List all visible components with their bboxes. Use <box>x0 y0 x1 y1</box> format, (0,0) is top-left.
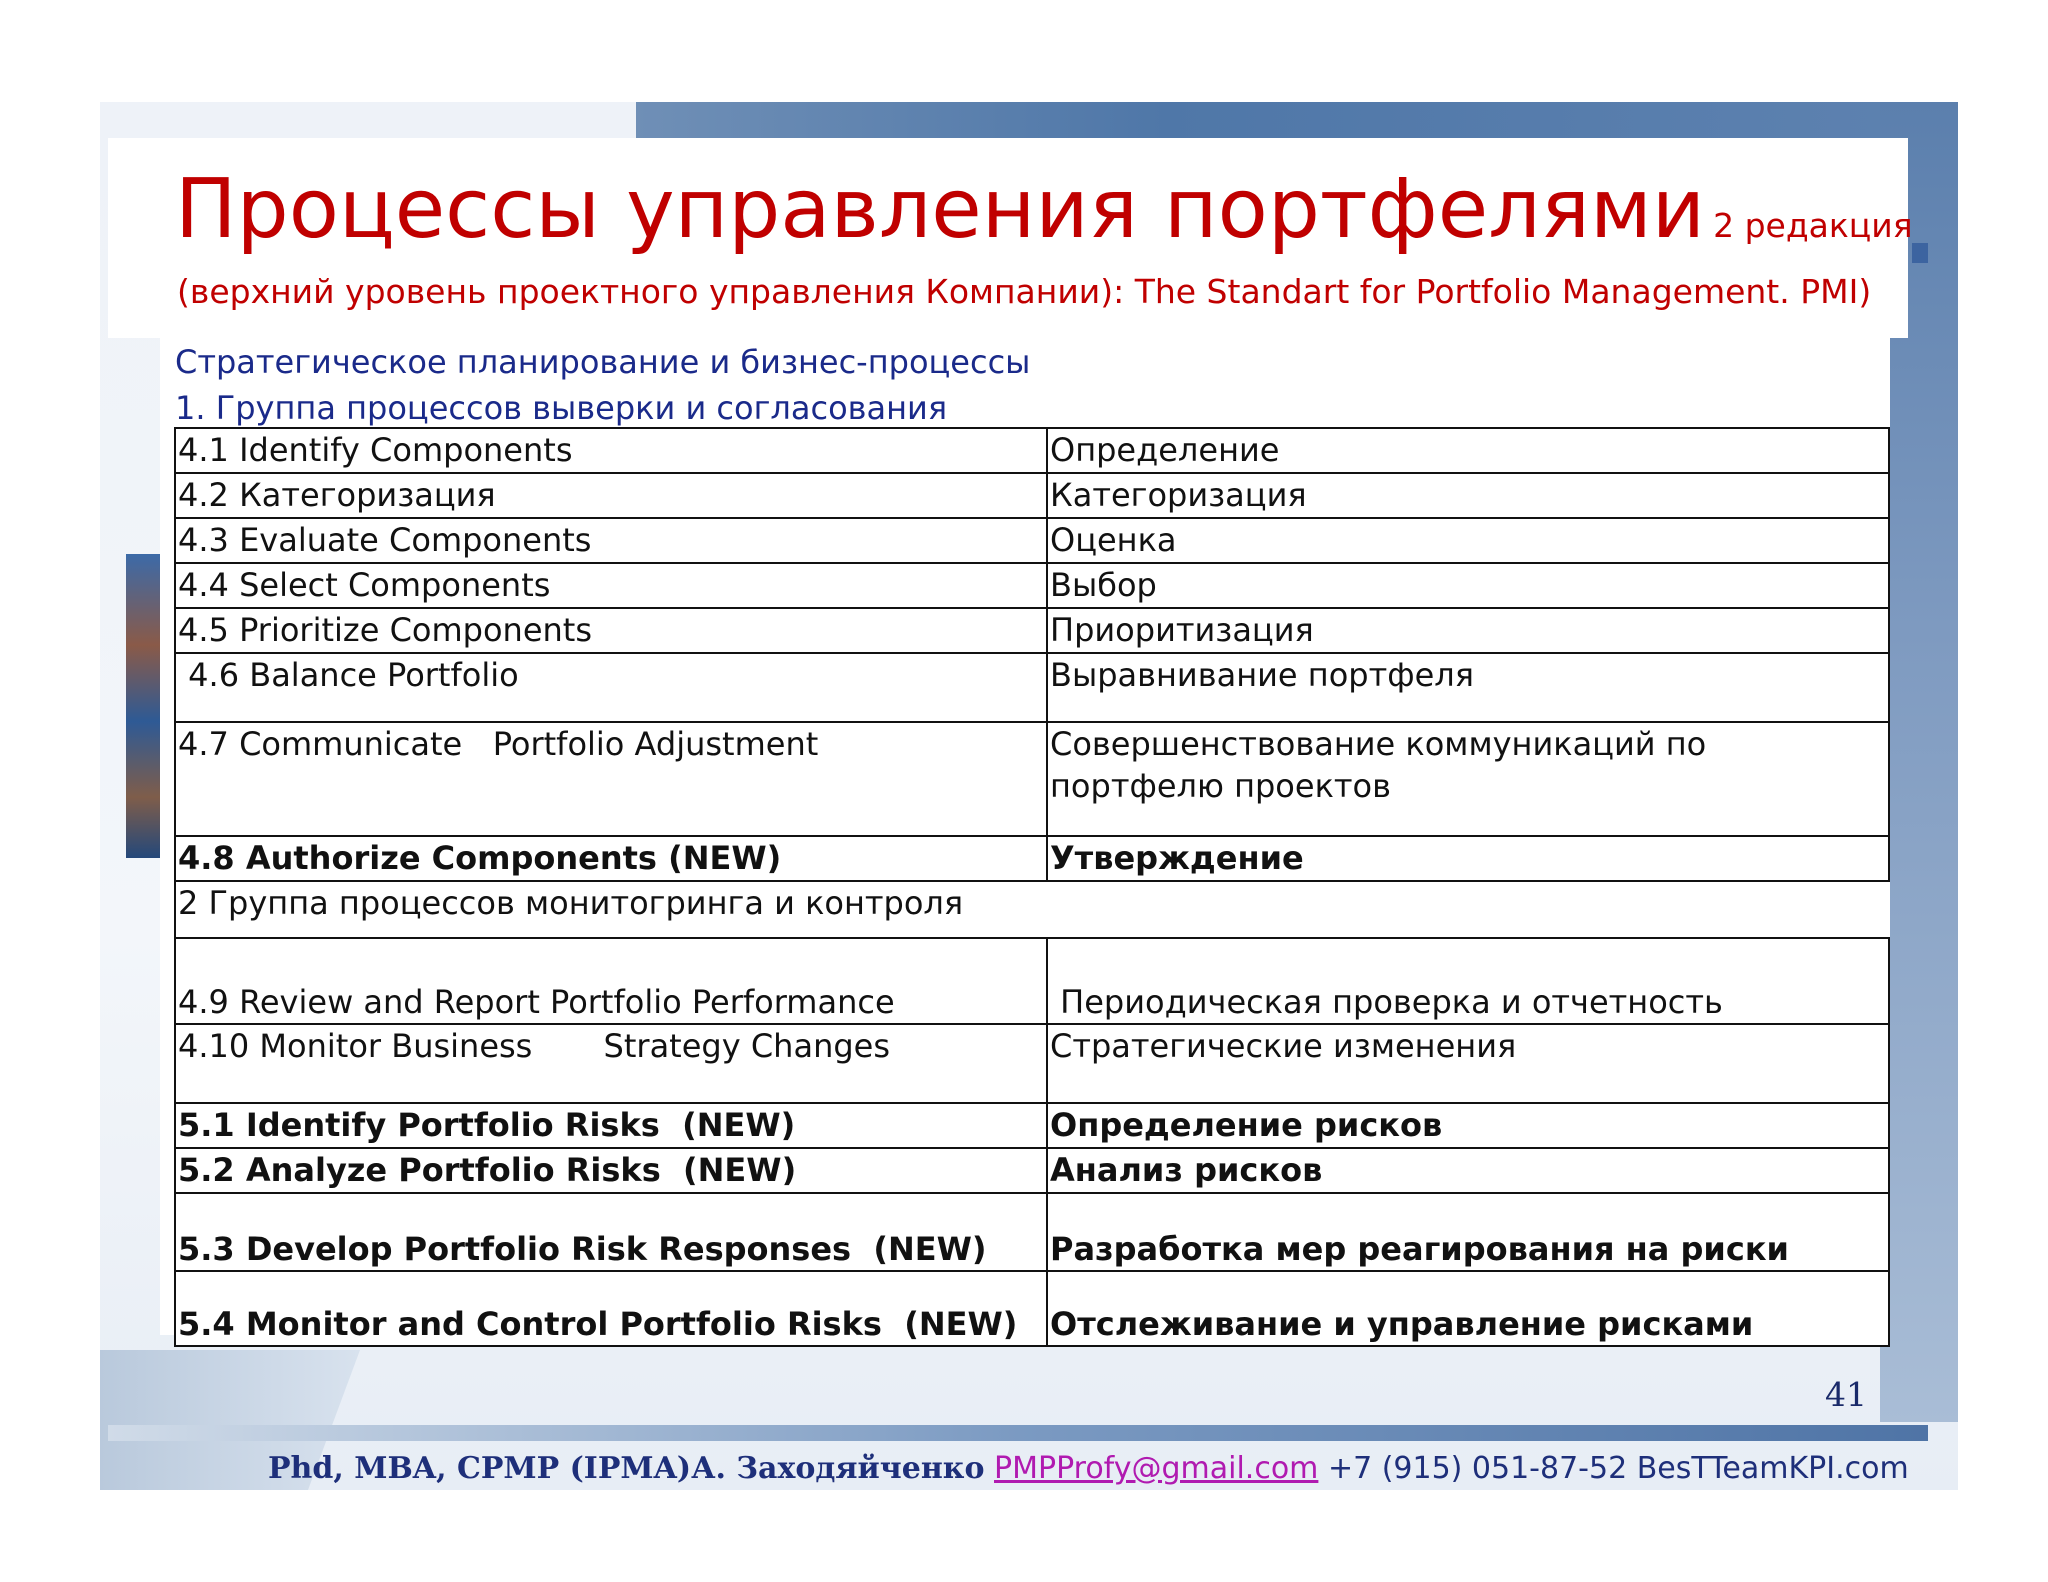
process-en: 4.9 Review and Report Portfolio Performance <box>175 938 1047 1024</box>
table-row <box>175 608 1889 653</box>
process-en: 4.1 Identify Components <box>175 428 1047 473</box>
process-en: 4.7 Communicate Portfolio Adjustment <box>175 722 1047 836</box>
process-en: 4.6 Balance Portfolio <box>175 653 1047 722</box>
process-ru: Анализ рисков <box>1047 1148 1889 1193</box>
process-en: 4.10 Monitor Business Strategy Changes <box>175 1024 1047 1103</box>
section-heading: Стратегическое планирование и бизнес-процессы <box>175 343 1031 381</box>
process-en: 5.4 Monitor and Control Portfolio Risks (NEW) <box>175 1271 1047 1346</box>
table-row <box>175 563 1889 608</box>
process-ru: Разработка мер реагирования на риски <box>1047 1193 1889 1271</box>
table-row <box>175 1103 1889 1148</box>
table-row <box>175 473 1889 518</box>
footer-email-link[interactable]: PMPProfy@gmail.com <box>994 1451 1319 1486</box>
table-row <box>175 836 1889 881</box>
decor-bottom-bar <box>108 1425 1928 1441</box>
table-row <box>175 428 1889 473</box>
process-ru: Отслеживание и управление рисками <box>1047 1271 1889 1346</box>
process-en: 4.8 Authorize Components (NEW) <box>175 836 1047 881</box>
group-heading-2: 2 Группа процессов монитогринга и контроля <box>175 881 1889 938</box>
process-en: 5.1 Identify Portfolio Risks (NEW) <box>175 1103 1047 1148</box>
table-row <box>175 1024 1889 1103</box>
process-ru: Совершенствование коммуникаций по портфелю проектов <box>1047 722 1889 836</box>
footer <box>268 1448 1909 1490</box>
table-row <box>175 1271 1889 1346</box>
process-en: 4.5 Prioritize Components <box>175 608 1047 653</box>
process-ru: Выбор <box>1047 563 1889 608</box>
process-ru: Выравнивание портфеля <box>1047 653 1889 722</box>
process-ru: Определение <box>1047 428 1889 473</box>
footer-contact: +7 (915) 051-87-52 BesTTeamKPI.com <box>1327 1451 1909 1486</box>
process-en: 4.2 Категоризация <box>175 473 1047 518</box>
decor-top-band <box>636 102 1958 142</box>
process-en: 4.3 Evaluate Components <box>175 518 1047 563</box>
table-row <box>175 518 1889 563</box>
process-en: 5.3 Develop Portfolio Risk Responses (NEW) <box>175 1193 1047 1271</box>
slide-title-edition: 2 редакция <box>1713 206 1913 245</box>
process-ru: Стратегические изменения <box>1047 1024 1889 1103</box>
table-row <box>175 722 1889 836</box>
process-ru: Приоритизация <box>1047 608 1889 653</box>
page-number: 41 <box>1825 1375 1867 1414</box>
decor-square <box>1912 243 1928 263</box>
process-table <box>174 427 1890 1347</box>
table-row <box>175 938 1889 1024</box>
group-row <box>175 881 1889 938</box>
slide-subtitle: (верхний уровень проектного управления Компании): The Standart for Portfolio Management. PMI) <box>177 272 1872 311</box>
process-ru: Оценка <box>1047 518 1889 563</box>
process-ru: Периодическая проверка и отчетность <box>1047 938 1889 1024</box>
group-heading: 1. Группа процессов выверки и согласования <box>175 389 948 427</box>
table-row <box>175 1193 1889 1271</box>
slide-title <box>175 160 1913 276</box>
process-ru: Категоризация <box>1047 473 1889 518</box>
process-ru: Утверждение <box>1047 836 1889 881</box>
table-row <box>175 653 1889 722</box>
process-ru: Определение рисков <box>1047 1103 1889 1148</box>
slide-title-text: Процессы управления портфелями <box>175 162 1706 257</box>
process-en: 5.2 Analyze Portfolio Risks (NEW) <box>175 1148 1047 1193</box>
table-row <box>175 1148 1889 1193</box>
footer-author: Phd, MBA, CPMP (IPMA)А. Заходяйченко <box>268 1451 985 1486</box>
process-en: 4.4 Select Components <box>175 563 1047 608</box>
